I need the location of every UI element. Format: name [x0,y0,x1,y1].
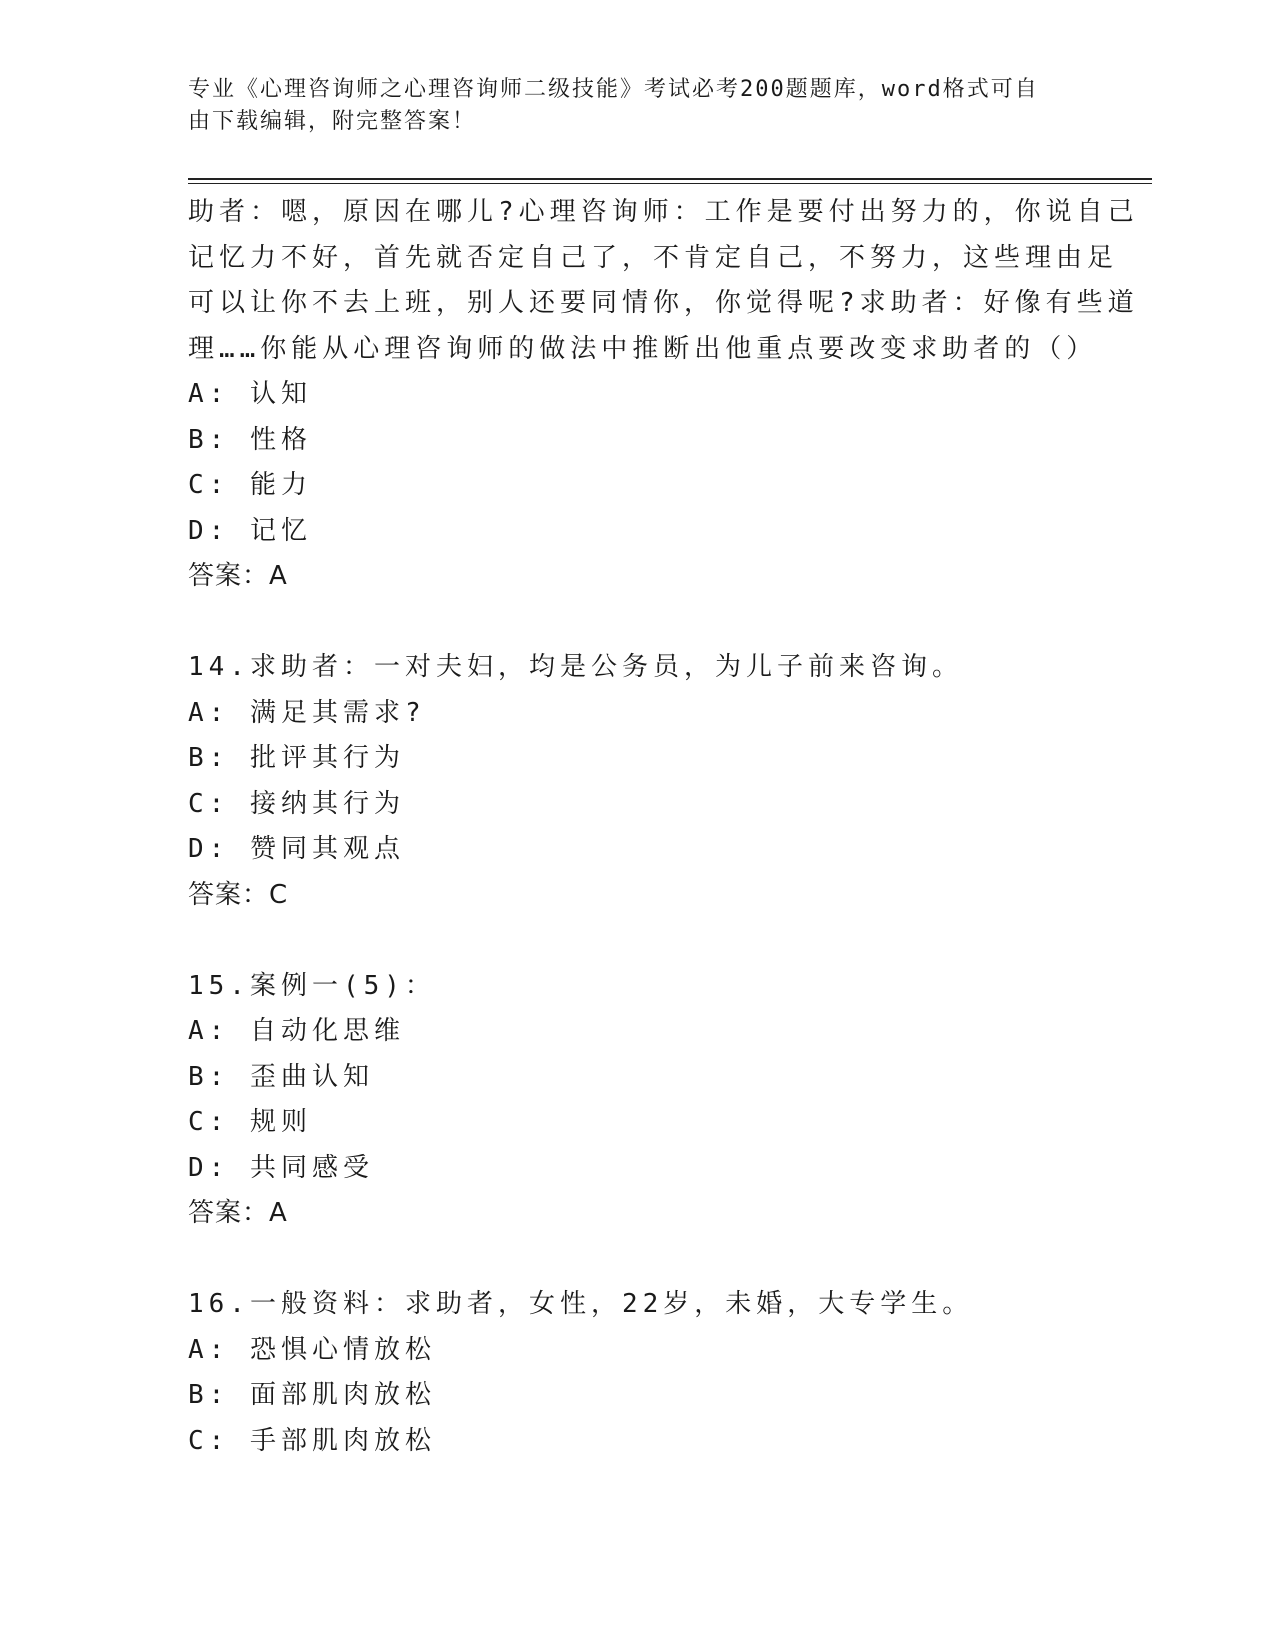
option-c: C: 手部肌肉放松 [188,1425,436,1456]
question-text-line: 记忆力不好，首先就否定自己了，不肯定自己，不努力，这些理由足 [188,242,1119,273]
option-b: B: 歪曲认知 [188,1061,374,1092]
question-13-continuation [188,190,1139,600]
spacer [188,918,1088,964]
question-text: 14.求助者：一对夫妇，均是公务员，为儿子前来咨询。 [188,652,963,682]
header-rule-thin [188,183,1152,184]
question-14 [188,645,1088,918]
option-c: C: 规则 [188,1107,312,1137]
document-header [188,74,1088,138]
question-15 [188,964,1088,1237]
option-b: B: 性格 [188,424,312,455]
spacer [188,600,1088,646]
question-text: 16.一般资料：求助者，女性，22岁，未婚，大专学生。 [188,1289,974,1319]
option-b: B: 面部肌肉放松 [188,1380,436,1410]
header-line-1: 专业《心理咨询师之心理咨询师二级技能》考试必考200题题库，word格式可自 [188,77,1039,102]
answer: 答案：A [188,1198,288,1228]
option-a: A: 满足其需求? [188,697,426,728]
option-d: D: 共同感受 [188,1152,374,1183]
question-16 [188,1282,1088,1464]
header-line-2: 由下载编辑，附完整答案！ [188,109,477,134]
answer: 答案：A [188,561,288,591]
question-text: 15.案例一(5)： [188,970,436,1001]
spacer [188,1237,1088,1283]
option-a: A: 认知 [188,379,312,409]
question-text-line: 助者：嗯，原因在哪儿?心理咨询师：工作是要付出努力的，你说自己 [188,197,1139,227]
option-c: C: 接纳其行为 [188,788,405,819]
header-rule-thick [188,178,1152,180]
option-a: A: 自动化思维 [188,1016,405,1046]
option-c: C: 能力 [188,470,312,500]
option-d: D: 记忆 [188,515,312,546]
question-text-line: 理……你能从心理咨询师的做法中推断出他重点要改变求助者的（） [188,333,1098,364]
option-d: D: 赞同其观点 [188,834,405,864]
question-text-line: 可以让你不去上班，别人还要同情你，你觉得呢?求助者：好像有些道 [188,288,1139,318]
document-body [188,190,1139,1464]
option-a: A: 恐惧心情放松 [188,1334,436,1365]
option-b: B: 批评其行为 [188,743,405,773]
answer: 答案：C [188,879,289,910]
